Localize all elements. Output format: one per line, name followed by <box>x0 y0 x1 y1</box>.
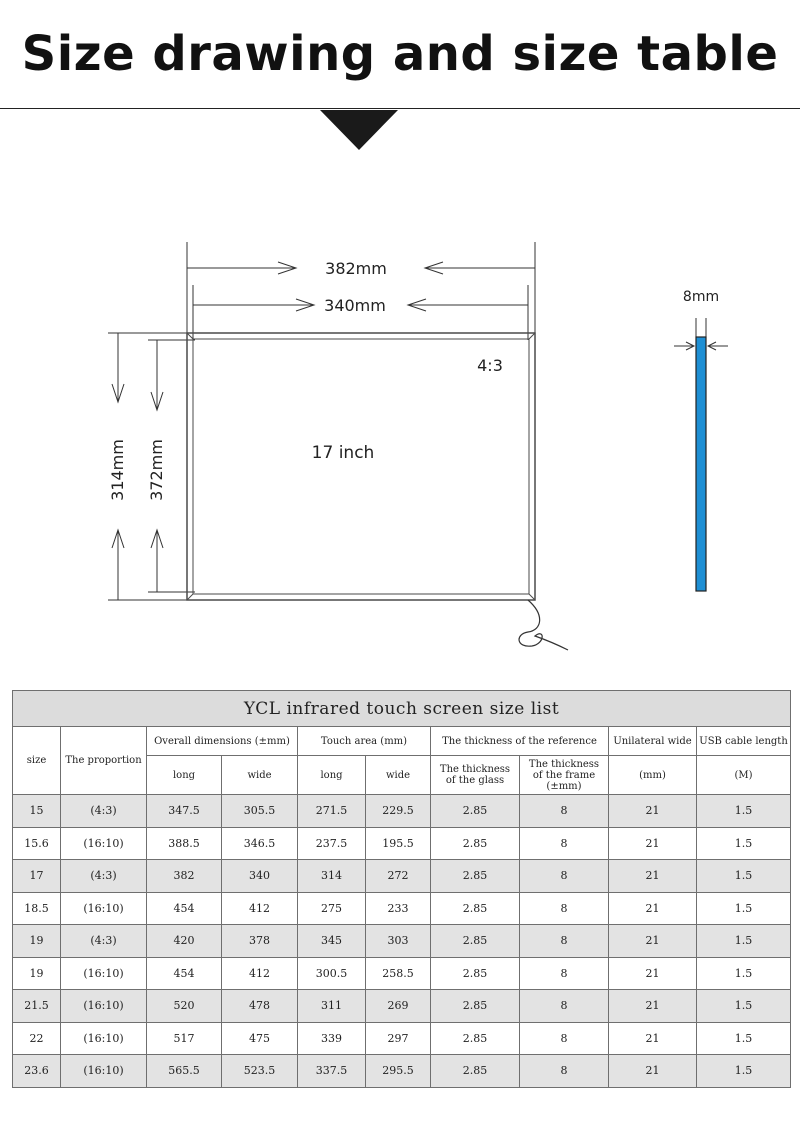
cell-unilateral-wide: 21 <box>609 1022 697 1055</box>
cell-size: 19 <box>13 925 61 958</box>
header-overall-long: long <box>147 756 222 795</box>
cell-proportion: (4:3) <box>61 925 147 958</box>
cell-touch-long: 271.5 <box>298 795 366 828</box>
usb-cable <box>519 600 568 650</box>
cell-overall-wide: 412 <box>222 957 298 990</box>
cell-overall-long: 454 <box>147 892 222 925</box>
cell-overall-wide: 346.5 <box>222 827 298 860</box>
page-title: Size drawing and size table <box>21 26 779 82</box>
header-touch-area: Touch area (mm) <box>298 727 431 756</box>
cell-frame-thickness: 8 <box>520 1022 609 1055</box>
table-row <box>13 827 791 860</box>
cell-usb-length: 1.5 <box>697 957 791 990</box>
cell-overall-wide: 340 <box>222 860 298 893</box>
side-profile-bar <box>696 337 706 591</box>
cell-proportion: (16:10) <box>61 827 147 860</box>
cell-touch-long: 345 <box>298 925 366 958</box>
table-row <box>13 1055 791 1088</box>
cell-usb-length: 1.5 <box>697 1022 791 1055</box>
table-row <box>13 1022 791 1055</box>
cell-touch-wide: 297 <box>366 1022 431 1055</box>
aspect-label: 4:3 <box>477 356 503 375</box>
cell-frame-thickness: 8 <box>520 925 609 958</box>
cell-glass-thickness: 2.85 <box>431 827 520 860</box>
pointer-triangle-icon <box>320 110 398 150</box>
header-glass-line1: The thickness <box>439 764 511 775</box>
cell-glass-thickness: 2.85 <box>431 925 520 958</box>
cell-frame-thickness: 8 <box>520 892 609 925</box>
cell-unilateral-wide: 21 <box>609 860 697 893</box>
header-touch-long: long <box>298 756 366 795</box>
cell-touch-long: 337.5 <box>298 1055 366 1088</box>
cell-size: 17 <box>13 860 61 893</box>
cell-glass-thickness: 2.85 <box>431 957 520 990</box>
cell-size: 18.5 <box>13 892 61 925</box>
cell-touch-long: 275 <box>298 892 366 925</box>
cell-proportion: (4:3) <box>61 795 147 828</box>
cell-glass-thickness: 2.85 <box>431 1055 520 1088</box>
cell-size: 19 <box>13 957 61 990</box>
cell-touch-long: 314 <box>298 860 366 893</box>
cell-touch-long: 237.5 <box>298 827 366 860</box>
cell-overall-long: 347.5 <box>147 795 222 828</box>
cell-size: 21.5 <box>13 990 61 1023</box>
header-usb-cable-length: USB cable length <box>697 727 791 756</box>
cell-touch-wide: 272 <box>366 860 431 893</box>
overall-width-label: 382mm <box>325 259 387 278</box>
cell-proportion: (4:3) <box>61 860 147 893</box>
header-touch-wide: wide <box>366 756 431 795</box>
cell-frame-thickness: 8 <box>520 990 609 1023</box>
cell-touch-wide: 258.5 <box>366 957 431 990</box>
cell-overall-long: 517 <box>147 1022 222 1055</box>
cell-glass-thickness: 2.85 <box>431 990 520 1023</box>
cell-overall-wide: 475 <box>222 1022 298 1055</box>
table-row <box>13 957 791 990</box>
cell-overall-wide: 378 <box>222 925 298 958</box>
cell-usb-length: 1.5 <box>697 827 791 860</box>
table-row <box>13 860 791 893</box>
cell-frame-thickness: 8 <box>520 827 609 860</box>
header-overall-dimensions: Overall dimensions (±mm) <box>147 727 298 756</box>
cell-frame-thickness: 8 <box>520 795 609 828</box>
cell-frame-thickness: 8 <box>520 957 609 990</box>
cell-touch-long: 339 <box>298 1022 366 1055</box>
header-proportion: The proportion <box>61 727 147 795</box>
cell-unilateral-wide: 21 <box>609 957 697 990</box>
cell-touch-wide: 229.5 <box>366 795 431 828</box>
cell-touch-wide: 233 <box>366 892 431 925</box>
touch-width-label: 340mm <box>324 296 386 315</box>
cell-touch-wide: 295.5 <box>366 1055 431 1088</box>
touch-height-label: 314mm <box>108 439 127 501</box>
cell-touch-wide: 195.5 <box>366 827 431 860</box>
cell-overall-long: 520 <box>147 990 222 1023</box>
cell-glass-thickness: 2.85 <box>431 892 520 925</box>
overall-height-label: 372mm <box>147 439 166 501</box>
cell-size: 22 <box>13 1022 61 1055</box>
header-frame-line3: (±mm) <box>546 780 582 792</box>
cell-touch-wide: 303 <box>366 925 431 958</box>
cell-usb-length: 1.5 <box>697 860 791 893</box>
cell-overall-wide: 478 <box>222 990 298 1023</box>
table-row <box>13 925 791 958</box>
cell-frame-thickness: 8 <box>520 1055 609 1088</box>
cell-unilateral-wide: 21 <box>609 925 697 958</box>
cell-overall-wide: 523.5 <box>222 1055 298 1088</box>
cell-touch-wide: 269 <box>366 990 431 1023</box>
cell-overall-long: 454 <box>147 957 222 990</box>
header-glass-line2: of the glass <box>445 775 505 786</box>
screen-size-label: 17 inch <box>311 443 375 463</box>
cell-unilateral-wide: 21 <box>609 1055 697 1088</box>
header-usb-unit: (M) <box>697 756 791 795</box>
cell-overall-long: 565.5 <box>147 1055 222 1088</box>
table-title: YCL infrared touch screen size list <box>13 691 791 727</box>
cell-proportion: (16:10) <box>61 1055 147 1088</box>
header-size: size <box>13 727 61 795</box>
table-row <box>13 892 791 925</box>
size-table <box>12 690 791 1088</box>
table-row <box>13 990 791 1023</box>
cell-overall-wide: 305.5 <box>222 795 298 828</box>
header-glass-thickness <box>431 756 520 795</box>
cell-proportion: (16:10) <box>61 957 147 990</box>
cell-touch-long: 311 <box>298 990 366 1023</box>
cell-unilateral-wide: 21 <box>609 795 697 828</box>
cell-proportion: (16:10) <box>61 990 147 1023</box>
cell-unilateral-wide: 21 <box>609 990 697 1023</box>
cell-overall-wide: 412 <box>222 892 298 925</box>
cell-overall-long: 388.5 <box>147 827 222 860</box>
cell-usb-length: 1.5 <box>697 990 791 1023</box>
cell-frame-thickness: 8 <box>520 860 609 893</box>
header-unilateral-unit: (mm) <box>609 756 697 795</box>
cell-proportion: (16:10) <box>61 892 147 925</box>
cell-overall-long: 420 <box>147 925 222 958</box>
header-frame-line2: of the frame <box>532 769 596 781</box>
cell-usb-length: 1.5 <box>697 795 791 828</box>
cell-touch-long: 300.5 <box>298 957 366 990</box>
cell-unilateral-wide: 21 <box>609 827 697 860</box>
cell-usb-length: 1.5 <box>697 892 791 925</box>
header-frame-thickness <box>520 756 609 795</box>
table-row <box>13 795 791 828</box>
table-body <box>13 795 791 1088</box>
cell-size: 23.6 <box>13 1055 61 1088</box>
thickness-label: 8mm <box>682 289 720 305</box>
cell-unilateral-wide: 21 <box>609 892 697 925</box>
cell-usb-length: 1.5 <box>697 1055 791 1088</box>
cell-glass-thickness: 2.85 <box>431 860 520 893</box>
cell-glass-thickness: 2.85 <box>431 1022 520 1055</box>
header-unilateral-wide: Unilateral wide <box>609 727 697 756</box>
header-overall-wide: wide <box>222 756 298 795</box>
cell-size: 15.6 <box>13 827 61 860</box>
header-thickness-reference: The thickness of the reference <box>431 727 609 756</box>
cell-size: 15 <box>13 795 61 828</box>
header-frame-line1: The thickness <box>528 758 600 770</box>
cell-proportion: (16:10) <box>61 1022 147 1055</box>
cell-overall-long: 382 <box>147 860 222 893</box>
cell-glass-thickness: 2.85 <box>431 795 520 828</box>
cell-usb-length: 1.5 <box>697 925 791 958</box>
